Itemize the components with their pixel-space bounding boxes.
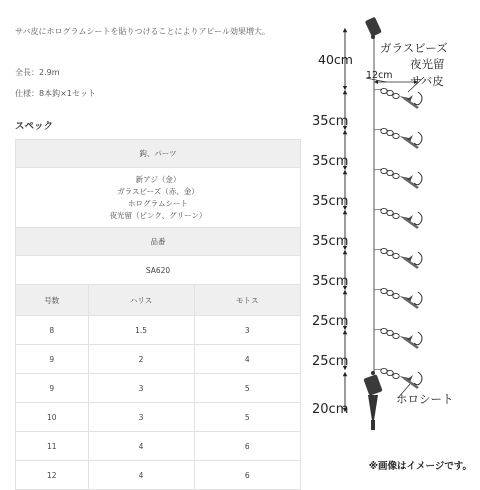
cell: 11 bbox=[16, 432, 89, 461]
cell: 3 bbox=[88, 374, 194, 403]
part-item: ガラスビーズ（赤、金） bbox=[117, 186, 199, 196]
bottom-swivel-icon bbox=[363, 371, 382, 430]
table-row bbox=[16, 316, 301, 345]
branch-hooks bbox=[374, 88, 422, 388]
table-row bbox=[16, 461, 301, 490]
cell: 9 bbox=[16, 345, 89, 374]
table-row bbox=[16, 403, 301, 432]
parts-list bbox=[16, 168, 301, 228]
product-description: サバ皮にホログラムシートを貼りつけることによりアピール効果増大。 bbox=[15, 27, 270, 36]
hologram-label: ホロシート bbox=[396, 392, 454, 406]
table-row bbox=[16, 345, 301, 374]
branch-length-label: 12cm bbox=[366, 70, 393, 81]
part-item: ホログラムシート bbox=[128, 198, 188, 208]
spec-heading: スペック bbox=[15, 121, 54, 132]
segment-length-label: 35cm bbox=[312, 194, 349, 209]
cell: 6 bbox=[194, 432, 300, 461]
segment-length-label: 25cm bbox=[312, 354, 349, 369]
cell: 3 bbox=[88, 403, 194, 432]
branch-hook-icon bbox=[374, 368, 422, 388]
column-header-row bbox=[16, 285, 301, 316]
cell: 9 bbox=[16, 374, 89, 403]
segment-length-label: 35cm bbox=[312, 274, 349, 289]
segment-length-label: 20cm bbox=[312, 402, 349, 417]
cell: 10 bbox=[16, 403, 89, 432]
cell: 5 bbox=[194, 374, 300, 403]
image-note: ※画像はイメージです。 bbox=[368, 461, 472, 472]
table-row bbox=[16, 432, 301, 461]
callout-mackerel-skin: サバ皮 bbox=[410, 74, 444, 88]
branch-hook-icon bbox=[374, 248, 422, 268]
callout-glass-beads: ガラスビーズ bbox=[380, 41, 448, 55]
total-length: 全長：2.9m bbox=[15, 68, 60, 77]
part-item: 夜光留（ピンク、グリーン） bbox=[109, 210, 207, 220]
cell: 5 bbox=[194, 403, 300, 432]
cell: 8 bbox=[16, 316, 89, 345]
segment-length-label: 25cm bbox=[312, 314, 349, 329]
branch-hook-icon bbox=[374, 128, 422, 148]
top-length-label: 40cm bbox=[318, 52, 353, 67]
code-header: 品番 bbox=[16, 228, 301, 256]
branch-hook-icon bbox=[374, 88, 422, 108]
cell: 2 bbox=[88, 345, 194, 374]
cell: 4 bbox=[88, 461, 194, 490]
dimension-markers bbox=[312, 30, 416, 417]
col-motosu: モトス bbox=[194, 285, 300, 316]
col-size: 号数 bbox=[16, 285, 89, 316]
cell: 4 bbox=[88, 432, 194, 461]
cell: 1.5 bbox=[88, 316, 194, 345]
spec-table bbox=[15, 139, 301, 490]
cell: 6 bbox=[194, 461, 300, 490]
branch-hook-icon bbox=[374, 288, 422, 308]
table-row bbox=[16, 374, 301, 403]
part-item: 新アジ（金） bbox=[135, 174, 181, 184]
cell: 3 bbox=[194, 316, 300, 345]
top-swivel-icon bbox=[365, 17, 382, 39]
segment-length-label: 35cm bbox=[312, 114, 349, 129]
parts-header: 鈎、パーツ bbox=[16, 140, 301, 168]
rig-diagram bbox=[300, 0, 480, 450]
segment-length-label: 35cm bbox=[312, 234, 349, 249]
cell: 12 bbox=[16, 461, 89, 490]
specification: 仕様：8本鈎×1セット bbox=[15, 89, 96, 98]
branch-hook-icon bbox=[374, 168, 422, 188]
segment-length-label: 35cm bbox=[312, 154, 349, 169]
product-code: SA620 bbox=[16, 256, 301, 285]
cell: 4 bbox=[194, 345, 300, 374]
callout-luminous-stop: 夜光留 bbox=[410, 57, 445, 71]
col-harris: ハリス bbox=[88, 285, 194, 316]
branch-hook-icon bbox=[374, 208, 422, 228]
branch-hook-icon bbox=[374, 328, 422, 348]
